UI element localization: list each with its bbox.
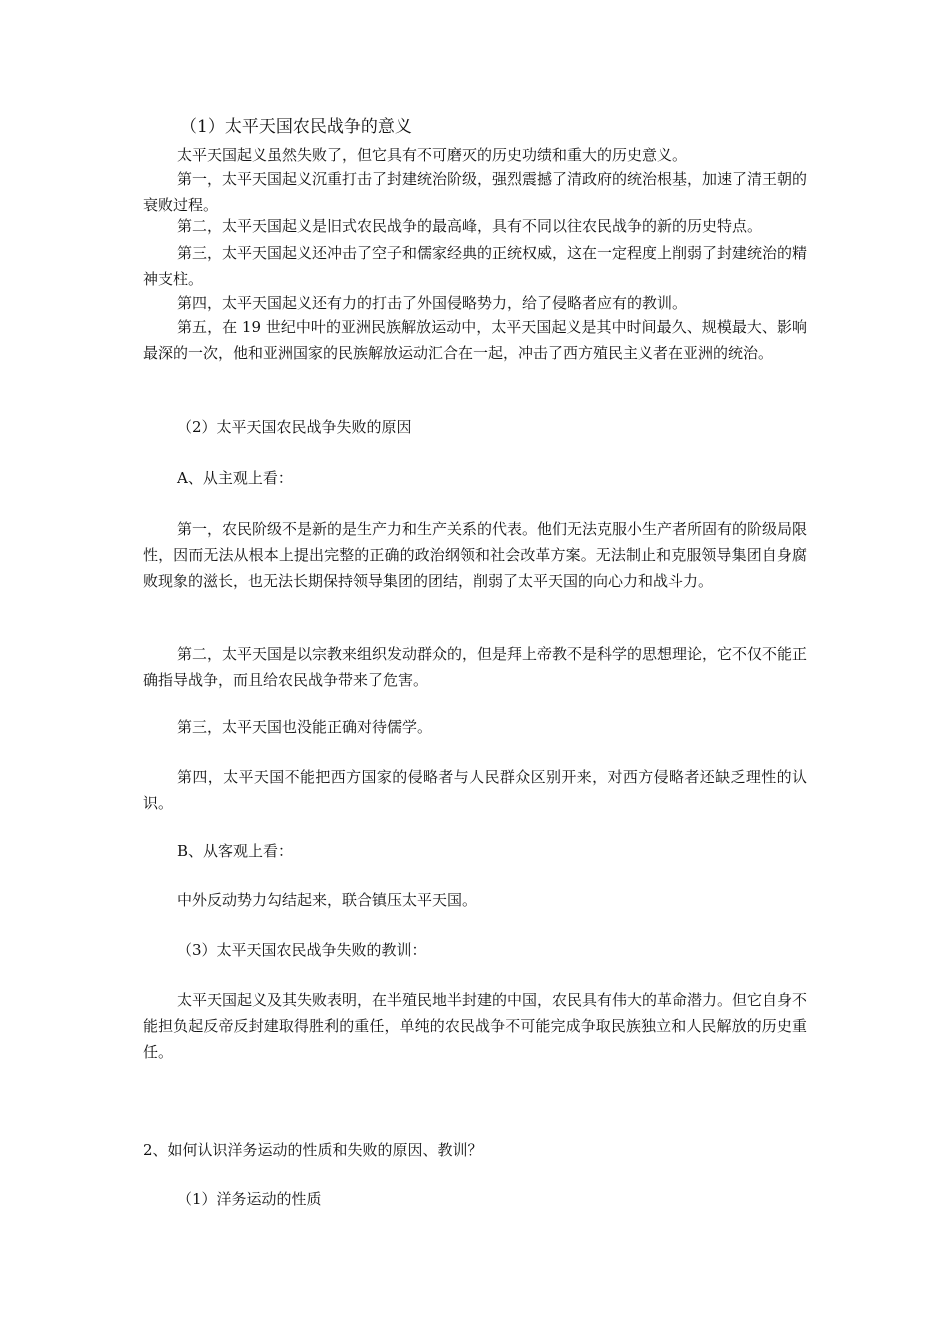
section-1-point-4: 第四，太平天国起义还有力的打击了外国侵略势力，给了侵略者应有的教训。 [177,294,688,312]
section-2-point-1: 第一，农民阶级不是新的是生产力和生产关系的代表。他们无法克服小生产者所固有的阶级局限性，因而无法从根本上提出完整的正确的政治纲领和社会改革方案。无法制止和克服领导集团自身腐败现象的滋长，也无法长期保持领导集团的团结，削弱了太平天国的向心力和战斗力。 [143,520,808,590]
section-1-intro: 太平天国起义虽然失败了，但它具有不可磨灭的历史功绩和重大的历史意义。 [177,146,688,164]
section-1-point-2: 第二，太平天国起义是旧式农民战争的最高峰，具有不同以往农民战争的新的历史特点。 [177,217,763,235]
question-2-section-1-heading: （1）洋务运动的性质 [177,1190,322,1208]
section-2-objective-point: 中外反动势力勾结起来，联合镇压太平天国。 [177,891,478,909]
section-2-objective-heading: B、从客观上看： [177,842,294,860]
section-1-point-5: 第五，在 19 世纪中叶的亚洲民族解放运动中，太平天国起义是其中时间最久、规模最大、影响最深的一次，他和亚洲国家的民族解放运动汇合在一起，冲击了西方殖民主义者在亚洲的统治。 [143,318,807,362]
section-1-heading: （1）太平天国农民战争的意义 [180,117,412,137]
section-2-point-3: 第三，太平天国也没能正确对待儒学。 [177,718,433,736]
section-2-subjective-heading: A、从主观上看： [177,469,293,487]
section-3-heading: （3）太平天国农民战争失败的教训： [177,941,427,959]
section-1-point-3: 第三，太平天国起义还冲击了空子和儒家经典的正统权威，这在一定程度上削弱了封建统治的精神支柱。 [143,244,808,288]
section-2-heading: （2）太平天国农民战争失败的原因 [177,418,412,436]
question-2-heading: 2、如何认识洋务运动的性质和失败的原因、教训？ [143,1141,483,1159]
section-3-point-1: 太平天国起义及其失败表明，在半殖民地半封建的中国，农民具有伟大的革命潜力。但它自身不能担负起反帝反封建取得胜利的重任，单纯的农民战争不可能完成争取民族独立和人民解放的历史重任。 [143,991,808,1061]
section-2-point-2: 第二，太平天国是以宗教来组织发动群众的，但是拜上帝教不是科学的思想理论，它不仅不能正确指导战争，而且给农民战争带来了危害。 [143,645,808,689]
section-2-point-4: 第四，太平天国不能把西方国家的侵略者与人民群众区别开来，对西方侵略者还缺乏理性的认识。 [143,768,807,812]
section-1-point-1: 第一，太平天国起义沉重打击了封建统治阶级，强烈震撼了清政府的统治根基，加速了清王朝的衰败过程。 [143,170,808,214]
